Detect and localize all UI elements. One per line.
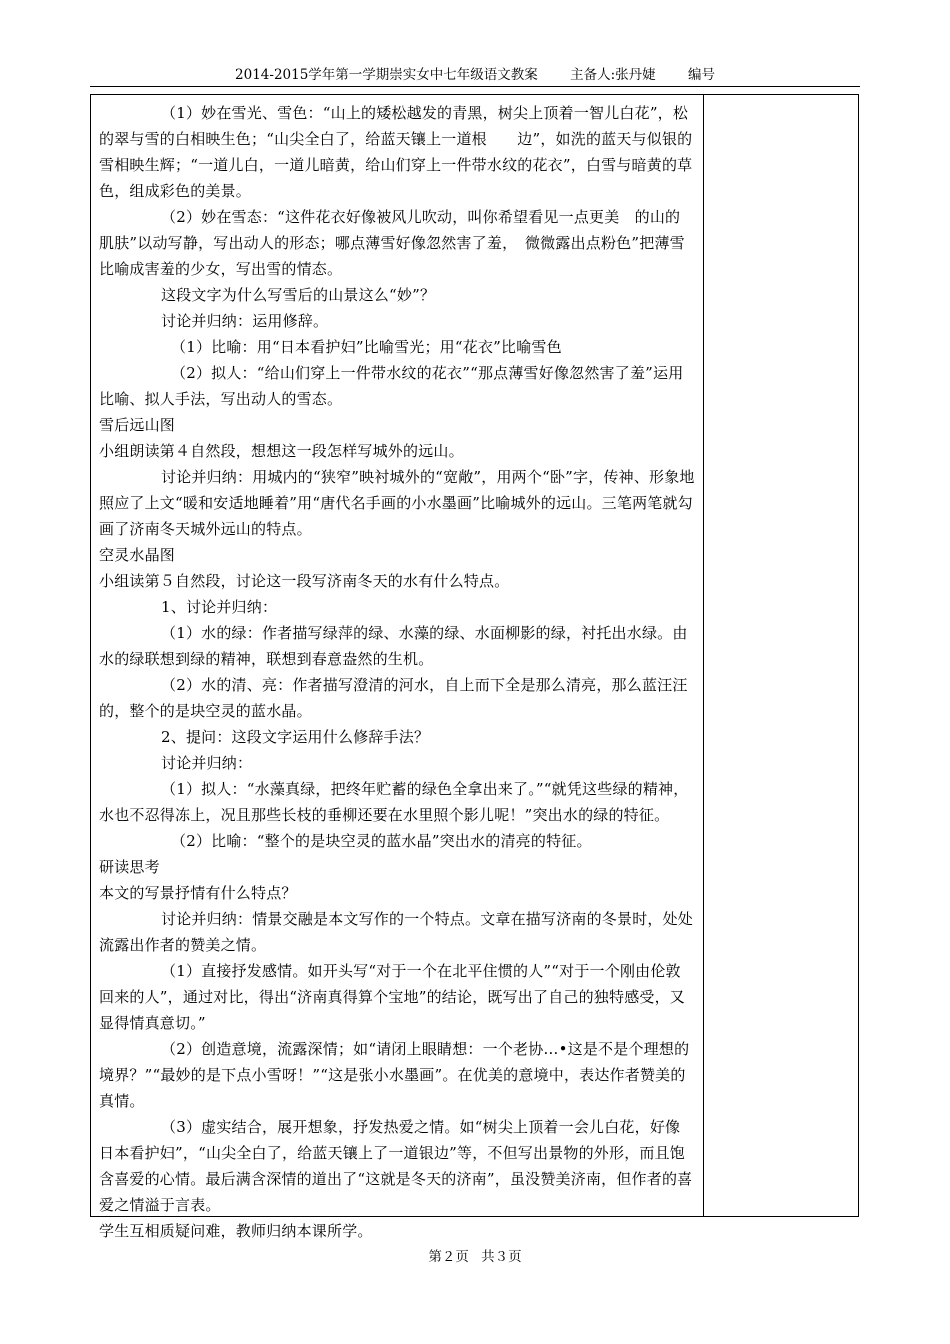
content-paragraph: （2）拟人：“给山们穿上一件带水纹的花衣”“那点薄雪好像忽然害了羞”运用比喻、拟人手法，写出动人的雪态。 — [99, 364, 684, 408]
footer-page-number: 第２页 — [428, 1249, 469, 1265]
content-paragraph: 小组读第５自然段，讨论这一段写济南冬天的水有什么特点。 — [99, 572, 510, 590]
content-paragraph: 空灵水晶图 — [99, 546, 176, 564]
lesson-table — [90, 94, 859, 1240]
content-paragraph: 讨论并归纳： — [161, 754, 253, 772]
content-paragraph: （1）妙在雪光、雪色：“山上的矮松越发的青黑，树尖上顶着一智儿白花”，松的翠与雪的白相映生色；“山尖全白了，给蓝天镶上一道根 边”，如洗的蓝天与似银的雪相映生辉；“一道儿白，一道儿暗黄，给山们穿上一件带水纹的花衣”，白雪与暗黄的草色，组成彩色的美景。 — [99, 104, 693, 200]
content-paragraph: 1、讨论并归纳： — [161, 598, 278, 616]
content-paragraph: 研读思考 — [99, 858, 160, 876]
content-paragraph: （2）比喻：“整个的是块空灵的蓝水晶”突出水的清亮的特征。 — [171, 832, 592, 850]
content-paragraph: （1）水的绿：作者描写绿萍的绿、水藻的绿、水面柳影的绿，衬托出水绿。由水的绿联想到绿的精神，联想到春意盎然的生机。 — [99, 624, 688, 668]
column-divider — [703, 95, 704, 1216]
content-paragraph: （2）创造意境，流露深情；如“请闭上眼睛想：一个老协…•这是不是个理想的境界？”“最妙的是下点小雪呀！”“这是张小水墨画”。在优美的意境中，表达作者赞美的真情。 — [99, 1040, 690, 1110]
content-paragraph: 本文的写景抒情有什么特点？ — [99, 884, 297, 902]
footer-total-pages: 共３页 — [481, 1249, 522, 1265]
content-paragraph: 这段文字为什么写雪后的山景这么“妙”？ — [161, 286, 436, 304]
header-number-label: 编号 — [687, 67, 715, 83]
page-header — [90, 66, 860, 84]
content-paragraph: 雪后远山图 — [99, 416, 176, 434]
content-paragraph: 讨论并归纳：用城内的“狭窄”映衬城外的“宽敞”，用两个“卧”字，传神、形象地照应了上文“暖和安适地睡着”用“唐代名手画的小水墨画”比喻城外的远山。三笔两笔就勾画了济南冬天城外远山的特点。 — [99, 468, 695, 538]
content-paragraph: 讨论并归纳：运用修辞。 — [161, 312, 329, 330]
content-paragraph: （1）直接抒发感情。如开头写“对于一个在北平住惯的人”“对于一个刚由伦敦回来的人”，通过对比，得出“济南真得算个宝地”的结论，既写出了自己的独特感受，又显得情真意切。” — [99, 962, 686, 1032]
content-paragraph: （2）水的清、亮：作者描写澄清的河水，自上而下全是那么清亮，那么蓝汪汪的，整个的是块空灵的蓝水晶。 — [99, 676, 688, 720]
header-rule — [90, 86, 860, 87]
content-paragraph: （2）妙在雪态：“这件花衣好像被风儿吹动，叫你希望看见一点更美 的山的肌肤”以动写静，写出动人的形态；哪点薄雪好像忽然害了羞， 微微露出点粉色”把薄雪比喻成害羞的少女，写出雪的情态。 — [99, 208, 685, 278]
content-paragraph: 2、提问：这段文字运用什么修辞手法？ — [161, 728, 430, 746]
content-paragraph: 学生互相质疑问难，教师归纳本课所学。 — [99, 1222, 373, 1240]
content-paragraph: 讨论并归纳：情景交融是本文写作的一个特点。文章在描写济南的冬景时，处处流露出作者的赞美之情。 — [99, 910, 694, 954]
header-preparer: 主备人:张丹婕 — [570, 67, 656, 83]
header-title: 2014-2015学年第一学期崇实女中七年级语文教案 — [235, 67, 538, 83]
content-paragraph: （3）虚实结合，展开想象，抒发热爱之情。如“树尖上顶着一会儿白花，好像日本看护妇”，“山尖全白了，给蓝天镶上了一道银边”等，不但写出景物的外形，而且饱含喜爱的心情。最后满含深情的道出了“这就是冬天的济南”，虽没赞美济南，但作者的喜爱之情溢于言表。 — [99, 1118, 693, 1214]
content-paragraph: （1）拟人：“水藻真绿，把终年贮蓄的绿色全拿出来了。”“就凭这些绿的精神，水也不忍得冻上，况且那些长枝的垂柳还要在水里照个影儿呢！”突出水的绿的特征。 — [99, 780, 689, 824]
content-paragraph: （1）比喻：用“日本看护妇”比喻雪光；用“花衣”比喻雪色 — [171, 338, 562, 356]
page-footer — [0, 1248, 950, 1266]
content-paragraph: 小组朗读第４自然段，想想这一段怎样写城外的远山。 — [99, 442, 464, 460]
lesson-content-cell — [99, 100, 695, 1244]
